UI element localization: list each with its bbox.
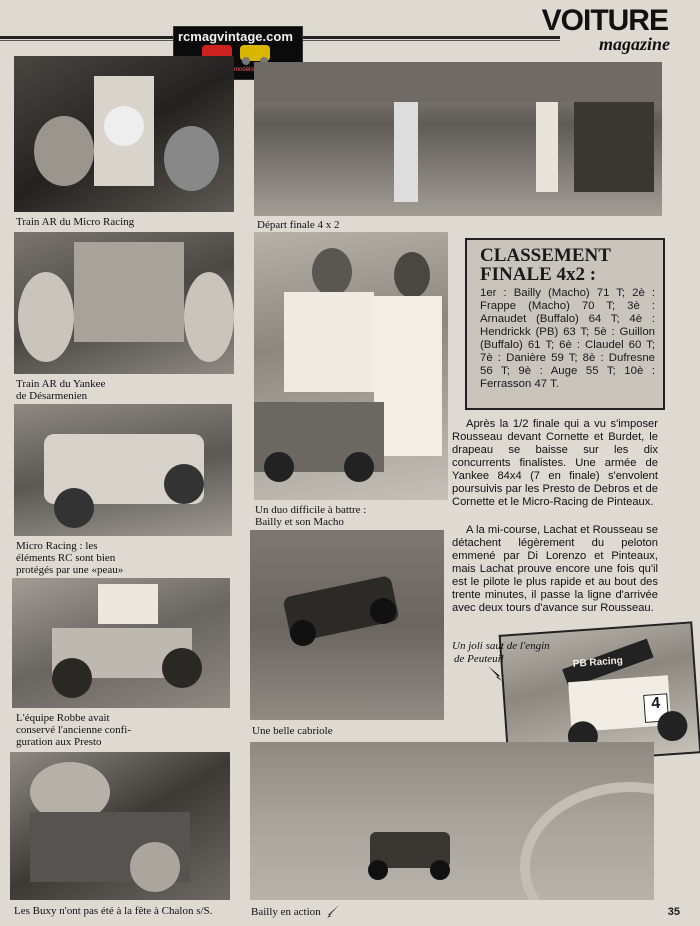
- caption-cabriole: Une belle cabriole: [252, 725, 333, 737]
- section-subtitle: magazine: [598, 34, 670, 54]
- article-paragraph-2: A la mi-course, Lachat et Rousseau se détachent légèrement du peloton emmené par Di Lorenzo et Pinteaux, mais Lachat prouve encore une fois qu'il est le pilote le plus rapide et au bout des trente minutes, il passe la ligne d'arrivée avec deux tours d'avance sur Rousseau.: [452, 524, 658, 614]
- caption-depart-finale: Départ finale 4 x 2: [257, 219, 340, 231]
- photo-belle-cabriole: [250, 530, 444, 720]
- section-title: VOITURE: [541, 4, 668, 37]
- caption-yankee-rear-2: de Désarmenien: [16, 390, 88, 402]
- logo-tagline: modélisme: [234, 67, 264, 73]
- car-number: 4: [643, 693, 669, 723]
- caption-saut-2: de Peuteuil: [454, 653, 504, 665]
- caption-micro-racing-rear: Train AR du Micro Racing: [16, 216, 135, 228]
- photo-equipe-robbe: [12, 578, 230, 708]
- photo-bailly-action: [250, 742, 654, 900]
- caption-robbe-2: conservé l'ancienne confi-: [16, 724, 131, 736]
- caption-peau-2: éléments RC sont bien: [16, 552, 116, 564]
- photo-buxy: [10, 752, 230, 900]
- photo-micro-racing-rear: [14, 56, 234, 212]
- caption-duo-1: Un duo difficile à battre :: [255, 504, 367, 516]
- caption-robbe-3: guration aux Presto: [16, 736, 102, 748]
- caption-buxy: Les Buxy n'ont pas été à la fête à Chalon s/S.: [14, 905, 213, 917]
- caption-bailly-action: Bailly en action: [251, 906, 321, 918]
- caption-peau-1: Micro Racing : les: [16, 540, 98, 552]
- page-number: 35: [667, 906, 680, 918]
- classement-text: 1er : Bailly (Macho) 71 T; 2è : Frappe (Macho) 70 T; 3è : Arnaudet (Buffalo) 64 T; 4è : Hendrickk (PB) 63 T; 5è : Guillon (Buffalo) 61 T; 6è : Claudel 60 T; 7è : Danière 59 T; 8è : Dufresne 56 T; 9è : Auge 55 T; 10è : Ferrasson 47 T.: [480, 287, 655, 390]
- photo-depart-finale: [254, 62, 662, 216]
- caption-duo-2: Bailly et son Macho: [255, 516, 344, 528]
- logo-site-name: rcmagvintage.com: [178, 29, 293, 44]
- photo-micro-racing-peau: [14, 404, 232, 536]
- wheel-icon: [242, 57, 250, 65]
- arrow-icon: [486, 664, 506, 682]
- photo-yankee-rear: [14, 232, 234, 374]
- classement-box: [465, 238, 665, 410]
- caption-peau-3: protégés par une «peau»: [16, 564, 124, 576]
- caption-yankee-rear-1: Train AR du Yankee: [16, 378, 106, 390]
- classement-title: CLASSEMENT FINALE 4x2 :: [480, 245, 611, 285]
- article-paragraph-1: Après la 1/2 finale qui a vu s'imposer Rousseau devant Cornette et Burdet, le drapeau se baisse sur les dix concurrents finalistes. Une armée de Yankee 84x4 (7 en finale) s'envolent poursuivis par les Presto de Debros et de Cornette et le Micro-Racing de Pinteaux.: [452, 418, 658, 508]
- caption-saut-1: Un joli saut de l'engin: [452, 640, 550, 652]
- photo-bailly-duo: [254, 232, 448, 500]
- pb-racing-text: PB Racing: [572, 655, 624, 670]
- arrow-icon: [325, 903, 341, 919]
- caption-robbe-1: L'équipe Robbe avait: [16, 712, 110, 724]
